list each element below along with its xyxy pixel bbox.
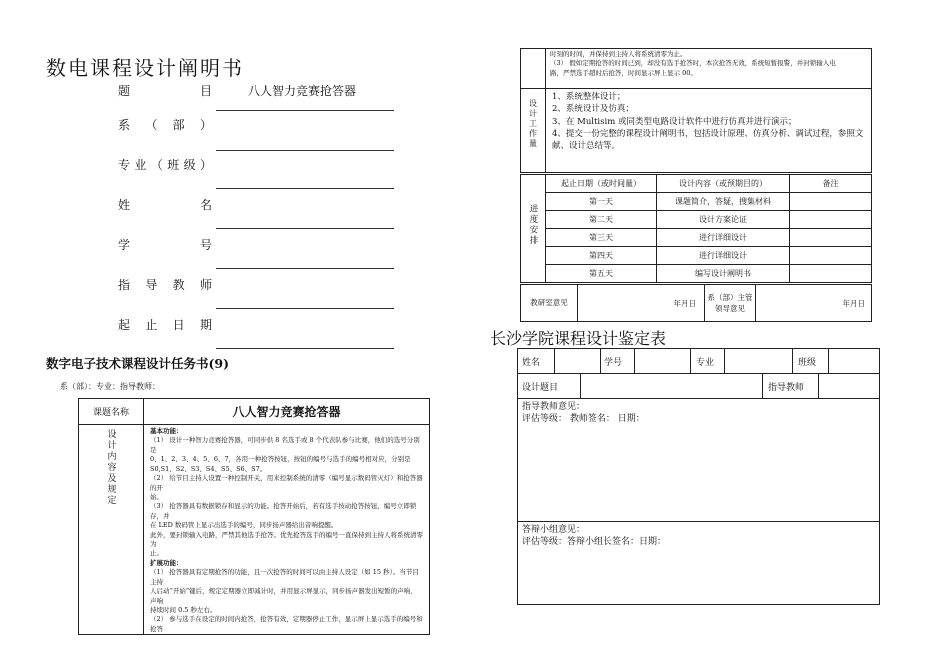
basic-line: （3） 抢答器具有数据锁存和显示的功能。抢答开始后，若有选手按动抢答按钮，编号立即锁存，并 <box>150 502 417 520</box>
ext-line: 人启动“开始”键后，规定定期器立即减计时，并用显示屏显示，同步扬声器发出短暂的声响，声响 <box>150 587 417 605</box>
cover-label-title: 题 目 <box>118 84 212 98</box>
eval-label-topic: 设计题目 <box>522 383 559 393</box>
workload-item: 3、在 Multisim 或同类型电路设计软件中进行仿真并进行演示； <box>552 116 797 127</box>
cover-label-major: 专业（班级） <box>118 158 212 172</box>
workload-label: 设计工作量 <box>528 98 538 149</box>
basic-line: 在 LED 数码管上显示出选手的编号，同步扬声器给出音响提醒。 <box>150 521 338 530</box>
ext-heading: 扩展功能： <box>150 558 183 567</box>
eval-label-major: 专业 <box>696 358 715 368</box>
workload-item: 4、提交一份完整的课程设计阐明书，包括设计原理、仿真分析、调试过程，参照文献、设计总结等。 <box>552 128 864 152</box>
task-table-continued <box>520 48 872 173</box>
schedule-content: 进行详细设计 <box>657 229 790 247</box>
cover-label-advisor: 指导教师 <box>118 278 212 292</box>
schedule-row <box>521 193 872 211</box>
basic-heading: 基本功能： <box>150 427 183 435</box>
eval-label-student-id: 学号 <box>604 358 623 368</box>
cover-underline <box>216 308 394 309</box>
divider <box>600 349 601 373</box>
schedule-content: 编写设计阐明书 <box>657 265 790 283</box>
basic-line: （2） 给节目主持人设置一种控制开关，用来控制系统的清零（编号显示数码管灭灯）和抢答器的开 <box>150 474 423 492</box>
course-name-label: 课题名称 <box>79 399 144 425</box>
opinion-label-department-head: 系（部）主管领导意见 <box>705 285 756 322</box>
advisor-opinion-title: 指导教师意见： <box>522 402 586 412</box>
cover-underline <box>216 348 394 349</box>
divider <box>634 349 635 373</box>
schedule-note <box>790 247 872 265</box>
schedule-day: 第二天 <box>546 211 657 229</box>
basic-line: 止。 <box>150 549 163 558</box>
eval-label-name: 姓名 <box>522 358 541 368</box>
workload-item: 2、系统设计及仿真； <box>552 104 634 115</box>
cont-line: （3） 假如定期抢答的时间已到，却没有选手抢答时，本次抢答无效，系统短暂报警，并封锁输入电 <box>550 59 836 68</box>
workload-body <box>546 89 872 173</box>
divider <box>518 521 879 522</box>
schedule-content: 课题简介，答疑，搜集材料 <box>657 193 790 211</box>
task-meta: 系（部）：专业：指导教师： <box>60 382 160 391</box>
cover-underline <box>216 150 394 151</box>
cont-line: 时刻的时间，并保持到主持人将系统清零为止。 <box>550 50 687 58</box>
schedule-row <box>521 211 872 229</box>
content-label-cell <box>79 425 144 635</box>
divider <box>792 349 793 373</box>
eval-label-class: 班级 <box>798 358 817 368</box>
divider <box>690 349 691 373</box>
evaluation-table <box>517 348 880 605</box>
course-name-value: 八人智力竞赛抢答器 <box>144 399 430 425</box>
defense-opinion-section <box>522 525 666 548</box>
schedule-header: 起止日期（或时间量） <box>546 175 657 193</box>
schedule-content: 进行详细设计 <box>657 247 790 265</box>
basic-line: 0、1、2、3、4、5、6、7，各用一种抢答按钮，按钮的编号与选手的编号相对应，分别是 <box>150 455 411 464</box>
schedule-day: 第一天 <box>546 193 657 211</box>
basic-line: S0,S1、S2、S3、S4、S5、S6、S7。 <box>150 464 267 473</box>
schedule-note <box>790 211 872 229</box>
divider <box>724 349 725 373</box>
divider <box>818 374 819 398</box>
eval-label-advisor: 指导教师 <box>768 383 805 393</box>
schedule-row <box>521 229 872 247</box>
defense-opinion-line: 评估等级：答辩小组长签名：日期： <box>522 536 667 547</box>
workload-item: 1、系统整体设计； <box>552 92 626 102</box>
schedule-header: 设计内容（或预期目的） <box>657 175 790 193</box>
schedule-note <box>790 193 872 211</box>
cont-body <box>546 49 872 89</box>
cover-underline <box>216 268 394 269</box>
schedule-day: 第三天 <box>546 229 657 247</box>
advisor-opinion-line: 评估等级： 教师签名： 日期： <box>522 413 645 424</box>
cover-underline <box>216 188 394 189</box>
schedule-row <box>521 265 872 283</box>
opinions-table <box>520 284 872 322</box>
schedule-day: 第五天 <box>546 265 657 283</box>
ext-line: （1） 抢答器具有定期抢答的功能，且一次抢答的时间可以由主持人设定（如 15 秒）。当节目主持 <box>150 568 419 586</box>
cover-label-dates: 起止日期 <box>118 318 212 332</box>
divider <box>580 374 581 398</box>
content-body <box>144 425 430 635</box>
cover-underline <box>216 110 394 111</box>
cont-blank-cell <box>521 49 546 89</box>
evaluation-title: 长沙学院课程设计鉴定表 <box>490 329 667 348</box>
cover-label-student-id: 学 号 <box>118 238 212 252</box>
cover-underline <box>216 228 394 229</box>
basic-line: （1） 设计一种智力竞赛抢答器，可同步供 8 名选手或 8 个代表队参与比赛，他们的选号分别是 <box>150 436 420 454</box>
task-title: 数字电子技术课程设计任务书(9) <box>46 356 230 371</box>
cover-label-name: 姓 名 <box>118 198 212 212</box>
divider <box>762 374 763 398</box>
cover-value-title: 八人智力竞赛抢答器 <box>248 84 357 98</box>
ext-line: （2） 参与选手在设定的时间内抢答，抢答有效，定期器停止工作，显示屏上显示选手的编号和抢答 <box>150 615 423 633</box>
schedule-content: 设计方案论证 <box>657 211 790 229</box>
task-table <box>78 398 430 635</box>
schedule-row <box>521 247 872 265</box>
basic-line: 此外，要封锁输入电路，严禁其他选手抢答。优先抢答选手的编号一直保持到主持人将系统清零为 <box>150 530 423 549</box>
opinion-label-teaching-office: 教研室意见 <box>521 285 578 322</box>
workload-label-cell <box>521 89 546 173</box>
defense-opinion-title: 答辩小组意见： <box>522 525 586 535</box>
ext-line: 持续时间 0.5 秒左右。 <box>150 606 217 615</box>
eval-row-topic <box>518 374 879 399</box>
schedule-table <box>520 174 872 283</box>
schedule-note <box>790 265 872 283</box>
divider <box>554 349 555 373</box>
schedule-label-cell <box>521 175 546 283</box>
basic-line: 始。 <box>150 492 163 501</box>
cont-line: 路，严禁选手超时后抢答，时间显示屏上显示 00。 <box>550 68 697 77</box>
opinion-date-teaching-office: 年月日 <box>578 285 705 322</box>
cover-label-department: 系（部） <box>118 118 212 132</box>
content-label: 设计内容及规定 <box>105 429 116 506</box>
eval-row-student <box>518 349 879 374</box>
opinion-date-department-head: 年月日 <box>756 285 872 322</box>
document-title: 数电课程设计阐明书 <box>46 56 244 80</box>
schedule-note <box>790 229 872 247</box>
schedule-label: 进度安排 <box>528 203 538 246</box>
schedule-day: 第四天 <box>546 247 657 265</box>
schedule-header: 备注 <box>790 175 872 193</box>
divider <box>828 349 829 373</box>
advisor-opinion-section <box>522 402 645 425</box>
